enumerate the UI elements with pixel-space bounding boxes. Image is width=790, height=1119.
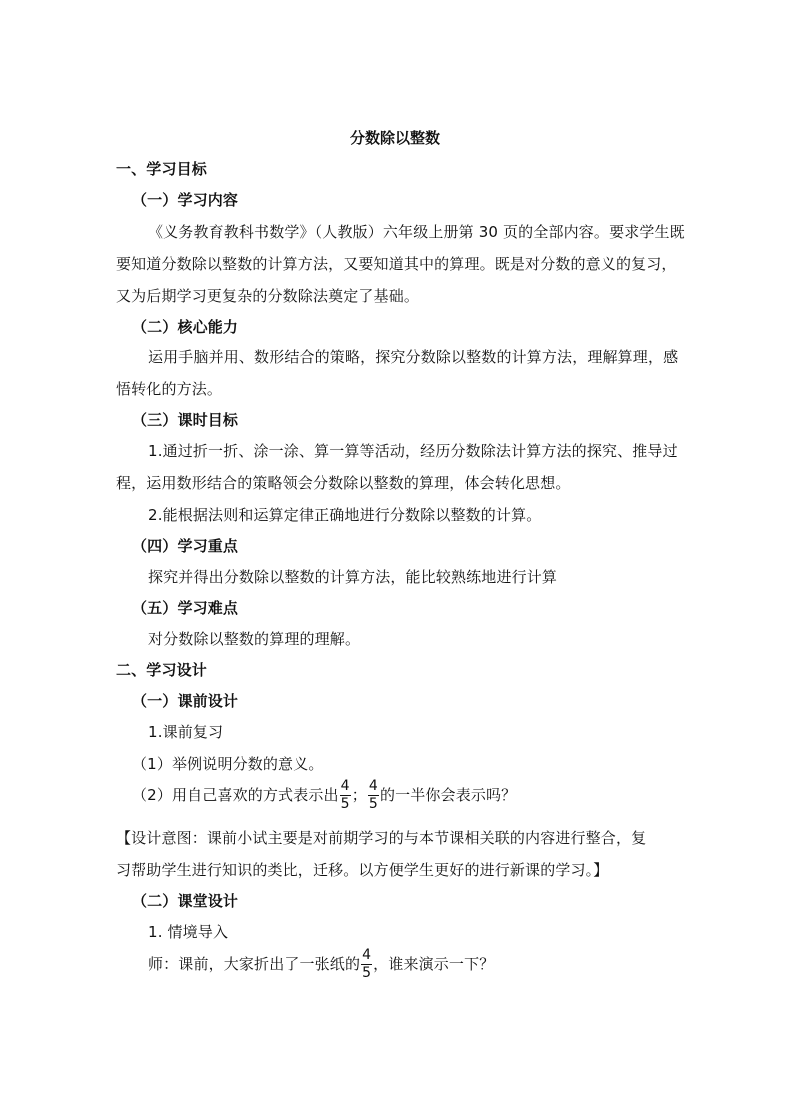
paragraph-line: 2.能根据法则和运算定律正确地进行分数除以整数的计算。 xyxy=(148,506,542,524)
paragraph-line: 程，运用数形结合的策略领会分数除以整数的算理，体会转化思想。 xyxy=(116,474,571,492)
paragraph-line: 《义务教育教科书数学》（人教版）六年级上册第 30 页的全部内容。要求学生既 xyxy=(148,223,685,241)
text-segment: 师：课前，大家折出了一张纸的 xyxy=(148,955,361,973)
subsection-heading-difficulties: （五）学习难点 xyxy=(132,599,239,617)
paragraph-line: 习帮助学生进行知识的类比，迁移。以方便学生更好的进行新课的学习。】 xyxy=(116,861,609,879)
section-heading-1: 一、学习目标 xyxy=(116,160,207,178)
paragraph-line: 又为后期学习更复杂的分数除法奠定了基础。 xyxy=(116,287,420,305)
subsection-heading-content: （一）学习内容 xyxy=(132,191,239,209)
text-segment: ； xyxy=(351,786,367,804)
subsection-heading-in-class: （二）课堂设计 xyxy=(132,892,239,910)
paragraph-line: 要知道分数除以整数的计算方法，又要知道其中的算理。既是对分数的意义的复习， xyxy=(116,255,677,273)
subsection-heading-goals: （三）课时目标 xyxy=(132,411,239,429)
section-heading-2: 二、学习设计 xyxy=(116,661,207,679)
fraction-denominator: 5 xyxy=(368,796,378,812)
paragraph-line: 1.通过折一折、涂一涂、算一算等活动，经历分数除法计算方法的探究、推导过 xyxy=(148,442,678,460)
fraction-numerator: 4 xyxy=(368,778,378,794)
paragraph-line-with-fractions xyxy=(132,778,712,813)
fraction-four-fifths xyxy=(361,947,372,982)
fraction-denominator: 5 xyxy=(362,965,372,981)
text-segment: （2）用自己喜欢的方式表示出 xyxy=(132,786,339,804)
fraction-four-fifths xyxy=(340,778,351,813)
subsection-heading-pre-class: （一）课前设计 xyxy=(132,692,239,710)
fraction-numerator: 4 xyxy=(340,778,350,794)
fraction-four-fifths xyxy=(368,778,379,813)
paragraph-line: 运用手脑并用、数形结合的策略，探究分数除以整数的计算方法，理解算理，感 xyxy=(148,348,679,366)
fraction-numerator: 4 xyxy=(362,947,372,963)
document-title: 分数除以整数 xyxy=(349,129,440,147)
fraction-denominator: 5 xyxy=(340,796,350,812)
paragraph-line: （1）举例说明分数的意义。 xyxy=(132,755,324,773)
paragraph-line: 探究并得出分数除以整数的计算方法，能比较熟练地进行计算 xyxy=(148,568,558,586)
paragraph-line: 1.课前复习 xyxy=(148,723,224,741)
subsection-heading-key-points: （四）学习重点 xyxy=(132,537,239,555)
paragraph-line: 1. 情境导入 xyxy=(148,923,229,941)
paragraph-line-with-fraction xyxy=(148,947,728,982)
paragraph-line: 【设计意图：课前小试主要是对前期学习的与本节课相关联的内容进行整合，复 xyxy=(116,829,647,847)
text-segment: 的一半你会表示吗？ xyxy=(379,786,517,804)
paragraph-line: 悟转化的方法。 xyxy=(116,380,223,398)
text-segment: ，谁来演示一下？ xyxy=(373,955,495,973)
subsection-heading-ability: （二）核心能力 xyxy=(132,318,239,336)
paragraph-line: 对分数除以整数的算理的理解。 xyxy=(148,630,361,648)
